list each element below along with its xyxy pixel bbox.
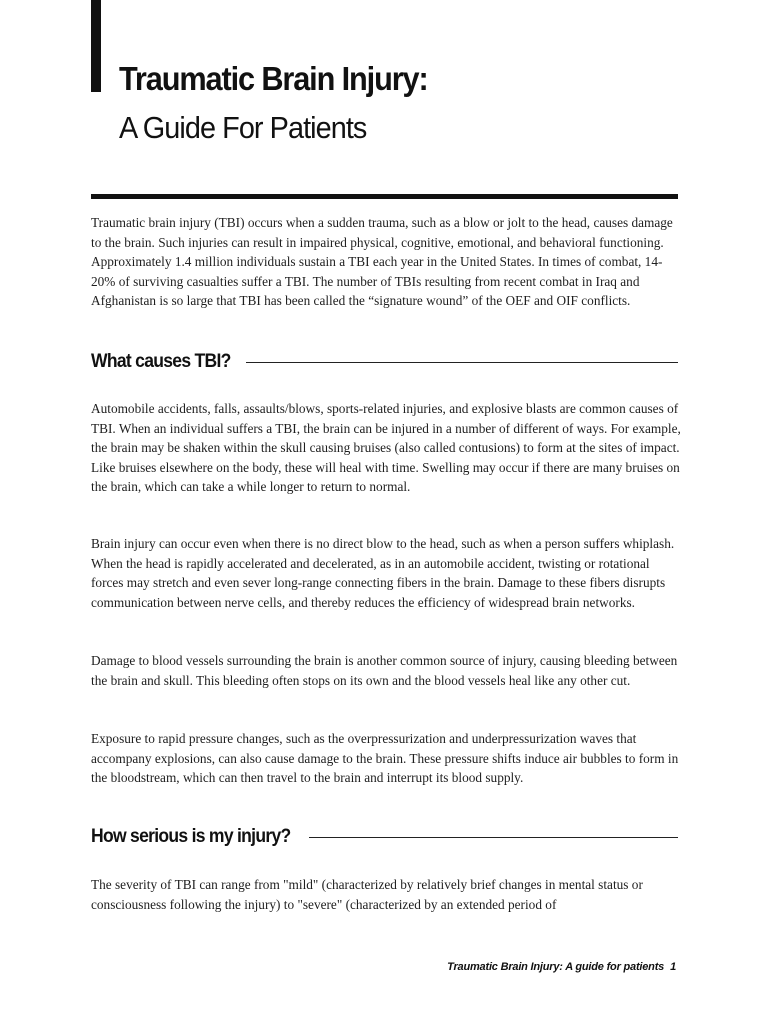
causes-paragraph-2: Brain injury can occur even when there is no direct blow to the head, such as when a person suffers whiplash. When the head is rapidly accelerated and decelerated, as in an automobile accident, twisting or rotational forces may stretch and even sever long-range connecting fibers in the brain. Damage to these fibers disrupts communication between nerve cells, and thereby reduces the efficiency of widespread brain networks. <box>91 536 675 610</box>
footer-running-title: Traumatic Brain Injury: A guide for patients <box>447 961 665 973</box>
page-number: 1 <box>670 961 676 973</box>
title-divider <box>91 194 678 199</box>
section-heading-causes <box>91 350 678 380</box>
heading-rule <box>246 362 678 363</box>
intro-paragraph: Traumatic brain injury (TBI) occurs when a sudden trauma, such as a blow or jolt to the head, causes damage to the brain. Such injuries can result in impaired physical, cognitive, emotional, and behavioral functioning. Approximately 1.4 million individuals sustain a TBI each year in the United States. In times of combat, 14-20% of surviving casualties suffer a TBI. The number of TBIs resulting from recent combat in Iraq and Afghanistan is so large that TBI has been called the “signature wound” of the OEF and OIF conflicts. <box>91 215 673 308</box>
section-heading-severity <box>91 825 678 855</box>
document-title: Traumatic Brain Injury: <box>119 60 428 97</box>
causes-paragraph-3: Damage to blood vessels surrounding the brain is another common source of injury, causing bleeding between the brain and skull. This bleeding often stops on its own and the blood vessels heal like any other cut. <box>91 653 678 688</box>
page-footer <box>447 961 676 973</box>
section-title-causes: What causes TBI? <box>91 350 231 372</box>
severity-paragraph-1: The severity of TBI can range from "mild" (characterized by relatively brief changes in mental status or consciousness following the injury) to "severe" (characterized by an extended period of <box>91 877 643 912</box>
causes-paragraph-4: Exposure to rapid pressure changes, such as the overpressurization and underpressurization waves that accompany explosions, can also cause damage to the brain. These pressure shifts induce air bubbles to form in the bloodstream, which can then travel to the brain and interrupt its blood supply. <box>91 731 679 785</box>
causes-paragraph-1: Automobile accidents, falls, assaults/blows, sports-related injuries, and explosive blasts are common causes of TBI. When an individual suffers a TBI, the brain can be injured in a number of different of ways. For example, the brain may be shaken within the skull causing bruises (also called contusions) to form at the sites of impact. Like bruises elsewhere on the body, these will heal with time. Swelling may occur if there are many bruises on the brain, which can take a while longer to return to normal. <box>91 401 681 494</box>
title-accent-bar <box>91 0 101 92</box>
document-subtitle: A Guide For Patients <box>119 110 367 145</box>
heading-rule <box>309 837 678 838</box>
section-title-severity: How serious is my injury? <box>91 825 291 847</box>
